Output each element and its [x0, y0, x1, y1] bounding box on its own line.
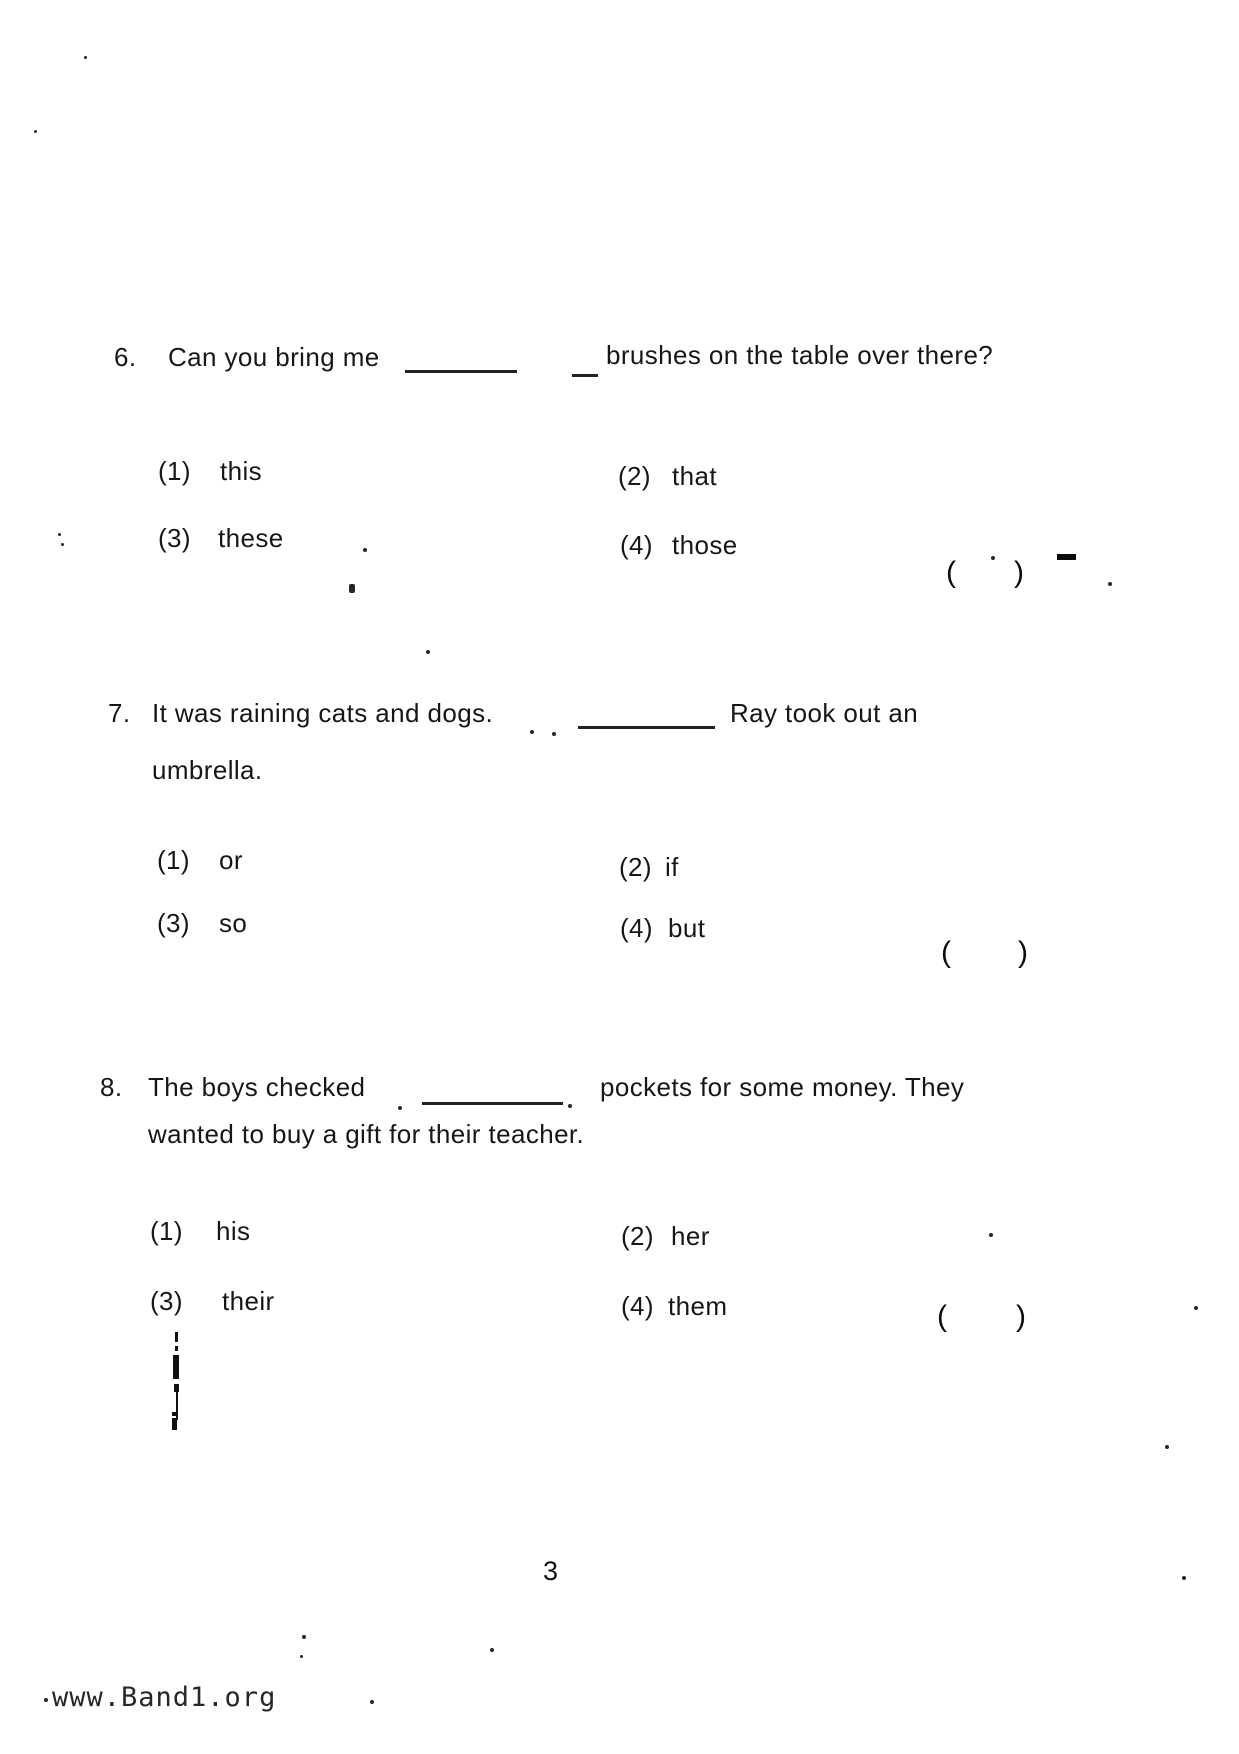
q7-option-1-label: (1) [157, 845, 190, 875]
q6-option-2-label: (2) [618, 461, 651, 491]
q7-option-4-text: but [668, 913, 706, 943]
scan-speck [552, 732, 556, 736]
scan-artifact-line [172, 1418, 177, 1430]
q8-option-1-text: his [216, 1216, 251, 1246]
scan-speck [58, 533, 61, 536]
q8-option-2-label: (2) [621, 1221, 654, 1251]
q6-option-1-text: this [220, 456, 263, 486]
q6-answer-blank [405, 369, 517, 373]
scan-speck [44, 1698, 48, 1702]
scan-speck [302, 1635, 306, 1639]
q7-option-3-text: so [219, 908, 248, 938]
scan-speck [426, 650, 430, 654]
q7-answer-blank [578, 725, 715, 729]
q7-number: 7. [108, 698, 131, 728]
q6-option-1-label: (1) [158, 456, 191, 486]
q8-option-4-text: them [668, 1291, 728, 1321]
scan-speck [1165, 1445, 1169, 1449]
q7-option-4-label: (4) [620, 913, 653, 943]
q8-text-after-blank: pockets for some money. They [600, 1072, 965, 1102]
q6-option-3-text: these [218, 523, 284, 553]
scan-speck [84, 56, 87, 59]
q7-option-2-label: (2) [619, 852, 652, 882]
q6-answer-blank-stub [572, 373, 598, 377]
q6-option-2-text: that [672, 461, 717, 491]
scan-speck [490, 1648, 494, 1652]
q7-option-1-text: or [219, 845, 243, 875]
footer-watermark: www.Band1.org [52, 1682, 277, 1713]
q6-text-before-blank: Can you bring me [168, 342, 380, 372]
q6-number: 6. [114, 342, 137, 372]
scan-speck [300, 1655, 303, 1658]
q6-text-after-blank: brushes on the table over there? [606, 340, 994, 370]
q6-answer-bracket-close: ) [1014, 556, 1024, 589]
q8-option-4-label: (4) [621, 1291, 654, 1321]
q8-text-line2: wanted to buy a gift for their teacher. [148, 1119, 585, 1149]
q8-text-before-blank: The boys checked [148, 1072, 366, 1102]
scan-speck [1194, 1306, 1198, 1310]
scan-speck [1182, 1576, 1186, 1580]
scan-speck [991, 556, 995, 560]
q8-answer-blank [422, 1101, 563, 1105]
scan-speck [61, 543, 64, 546]
q7-text-after-blank: Ray took out an [730, 698, 919, 728]
scan-speck [989, 1233, 993, 1237]
scan-speck [568, 1104, 572, 1108]
scan-dash-artifact [1057, 554, 1076, 560]
q8-number: 8. [100, 1072, 123, 1102]
q7-answer-bracket-open: ( [941, 936, 951, 969]
scan-speck [398, 1106, 402, 1110]
q8-answer-bracket-close: ) [1016, 1300, 1026, 1333]
scan-speck [1108, 582, 1112, 586]
q6-option-3-label: (3) [158, 523, 191, 553]
scan-artifact-line [175, 1346, 178, 1351]
q7-option-2-text: if [665, 852, 679, 882]
scan-speck [370, 1700, 374, 1704]
page-number: 3 [543, 1556, 559, 1586]
scan-speck [363, 548, 367, 552]
q8-option-3-text: their [222, 1286, 275, 1316]
q8-answer-bracket-open: ( [937, 1300, 947, 1333]
q6-option-4-text: those [672, 530, 738, 560]
scan-artifact-line [173, 1355, 179, 1379]
q7-text-line2: umbrella. [152, 755, 263, 785]
q8-option-3-label: (3) [150, 1286, 183, 1316]
scan-artifact-line [175, 1332, 178, 1342]
q8-option-1-label: (1) [150, 1216, 183, 1246]
q7-answer-bracket-close: ) [1018, 936, 1028, 969]
q7-text-before-blank: It was raining cats and dogs. [152, 698, 494, 728]
q6-option-4-label: (4) [620, 530, 653, 560]
q7-option-3-label: (3) [157, 908, 190, 938]
scan-speck [349, 584, 355, 593]
scan-speck [34, 130, 37, 133]
q8-option-2-text: her [671, 1221, 710, 1251]
q6-answer-bracket-open: ( [946, 556, 956, 589]
scan-artifact-line [174, 1384, 179, 1392]
scan-artifact-line [172, 1412, 178, 1416]
scan-speck [530, 730, 534, 734]
